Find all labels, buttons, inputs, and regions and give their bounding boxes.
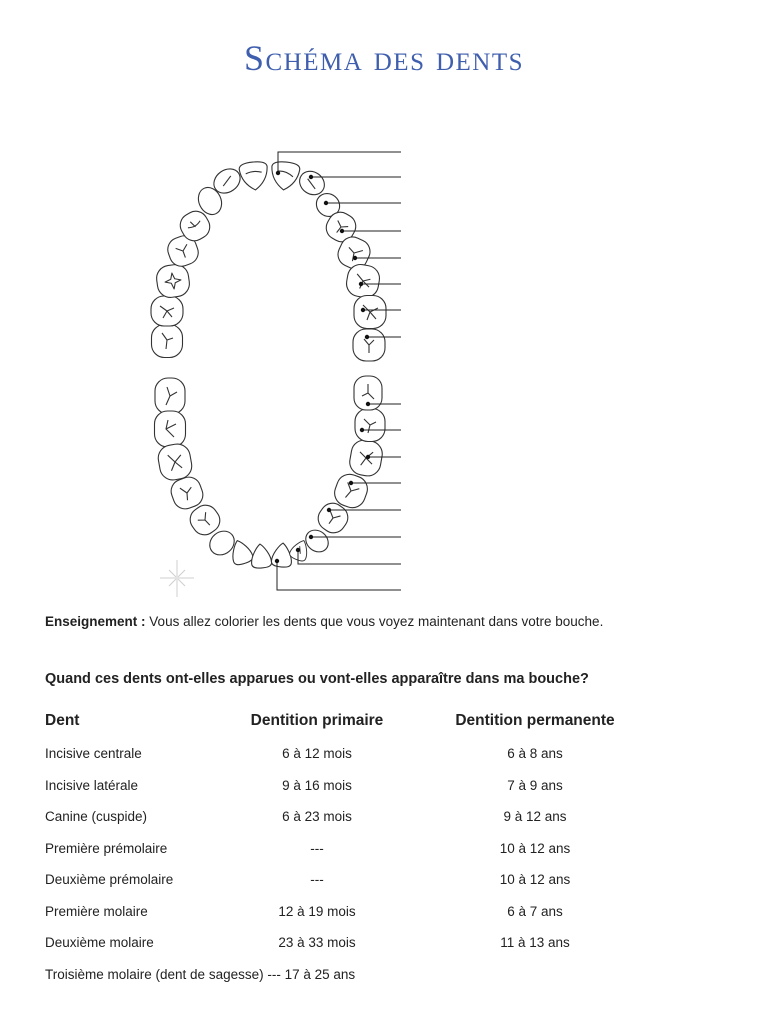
cell-primaire: 6 à 12 mois <box>282 746 352 761</box>
table-row <box>45 774 685 806</box>
label-dot <box>366 402 370 406</box>
label-dot <box>365 335 369 339</box>
label-leader-line <box>277 561 401 590</box>
table-row <box>45 931 685 963</box>
cell-dent: Incisive centrale <box>45 746 142 761</box>
tooth-upper-left-first-molar <box>155 263 191 299</box>
tooth-upper-right-third-molar <box>353 329 385 361</box>
table-row <box>45 742 685 774</box>
instruction-line <box>45 613 603 631</box>
cell-permanente: 10 à 12 ans <box>499 872 571 887</box>
cell-permanente: 7 à 9 ans <box>507 777 563 793</box>
cell-primaire: --- <box>310 840 324 856</box>
third-molar-line: Troisième molaire (dent de sagesse) --- 17 à 25 ans <box>45 966 356 982</box>
cell-dent: Deuxième molaire <box>45 935 154 950</box>
tooth-outline <box>270 161 301 192</box>
label-dot <box>349 481 353 485</box>
label-dot <box>360 428 364 432</box>
tooth-outline <box>155 263 191 299</box>
table-header-row <box>45 708 645 734</box>
label-dot <box>296 548 300 552</box>
header-dentition-primaire: Dentition primaire <box>250 712 384 729</box>
question-heading: Quand ces dents ont-elles apparues ou vont-elles apparaître dans ma bouche? <box>45 671 589 687</box>
header-dent: Dent <box>45 712 80 729</box>
cell-primaire: 6 à 23 mois <box>282 809 352 824</box>
cell-primaire: 12 à 19 mois <box>278 903 356 919</box>
tooth-outline <box>239 161 270 192</box>
tooth-upper-right-central-incisor <box>270 161 301 192</box>
instruction-label: Enseignement : <box>45 614 146 629</box>
table-row <box>45 837 685 869</box>
cell-dent: Deuxième prémolaire <box>45 872 174 887</box>
tooth-outline <box>155 411 186 447</box>
cell-permanente: 6 à 7 ans <box>507 903 563 919</box>
header-dentition-permanente: Dentition permanente <box>455 712 615 729</box>
label-dot <box>366 455 370 459</box>
cell-primaire: 9 à 16 mois <box>282 777 352 793</box>
cell-permanente: 10 à 12 ans <box>499 840 571 856</box>
lower-arch <box>155 376 386 569</box>
tooth-outline <box>250 543 272 569</box>
upper-arch <box>151 161 386 361</box>
label-dot <box>359 282 363 286</box>
cell-primaire: 23 à 33 mois <box>278 935 356 950</box>
tooth-lower-left-third-molar <box>155 378 185 414</box>
cell-dent: Première prémolaire <box>45 840 168 856</box>
cell-permanente: 9 à 12 ans <box>503 809 567 824</box>
label-dot <box>275 559 279 563</box>
label-leader-line <box>298 550 401 564</box>
sparkle-center <box>175 576 178 579</box>
cell-primaire: --- <box>310 872 324 887</box>
label-dot <box>340 229 344 233</box>
table-row <box>45 805 685 837</box>
tooth-lower-left-second-molar <box>155 411 186 447</box>
sparkle-icon <box>160 560 194 597</box>
label-dot <box>324 201 328 205</box>
tooth-upper-left-third-molar <box>152 325 183 358</box>
tooth-upper-left-central-incisor <box>239 161 270 192</box>
label-dot <box>361 308 365 312</box>
tooth-lower-left-central-incisor <box>250 543 272 569</box>
instruction-text: Vous allez colorier les dents que vous voyez maintenant dans votre bouche. <box>149 614 604 629</box>
tooth-lower-left-first-molar <box>156 442 194 482</box>
cell-dent: Canine (cuspide) <box>45 809 148 824</box>
table-row <box>45 868 685 900</box>
label-dot <box>309 535 313 539</box>
cell-permanente: 6 à 8 ans <box>507 746 563 761</box>
cell-permanente: 11 à 13 ans <box>500 935 570 950</box>
cell-dent: Incisive latérale <box>45 777 139 793</box>
tooth-lower-right-second-molar <box>355 409 385 442</box>
label-dot <box>309 175 313 179</box>
eruption-table <box>45 742 685 994</box>
tooth-lower-right-first-molar <box>348 438 385 478</box>
tooth-upper-right-second-molar <box>354 296 386 329</box>
page-title: Schéma des dents <box>243 38 525 78</box>
table-row <box>45 900 685 932</box>
label-dot <box>327 508 331 512</box>
tooth-upper-left-second-molar <box>151 296 183 326</box>
label-dot <box>276 171 280 175</box>
cell-dent: Première molaire <box>45 903 148 919</box>
label-dot <box>353 256 357 260</box>
